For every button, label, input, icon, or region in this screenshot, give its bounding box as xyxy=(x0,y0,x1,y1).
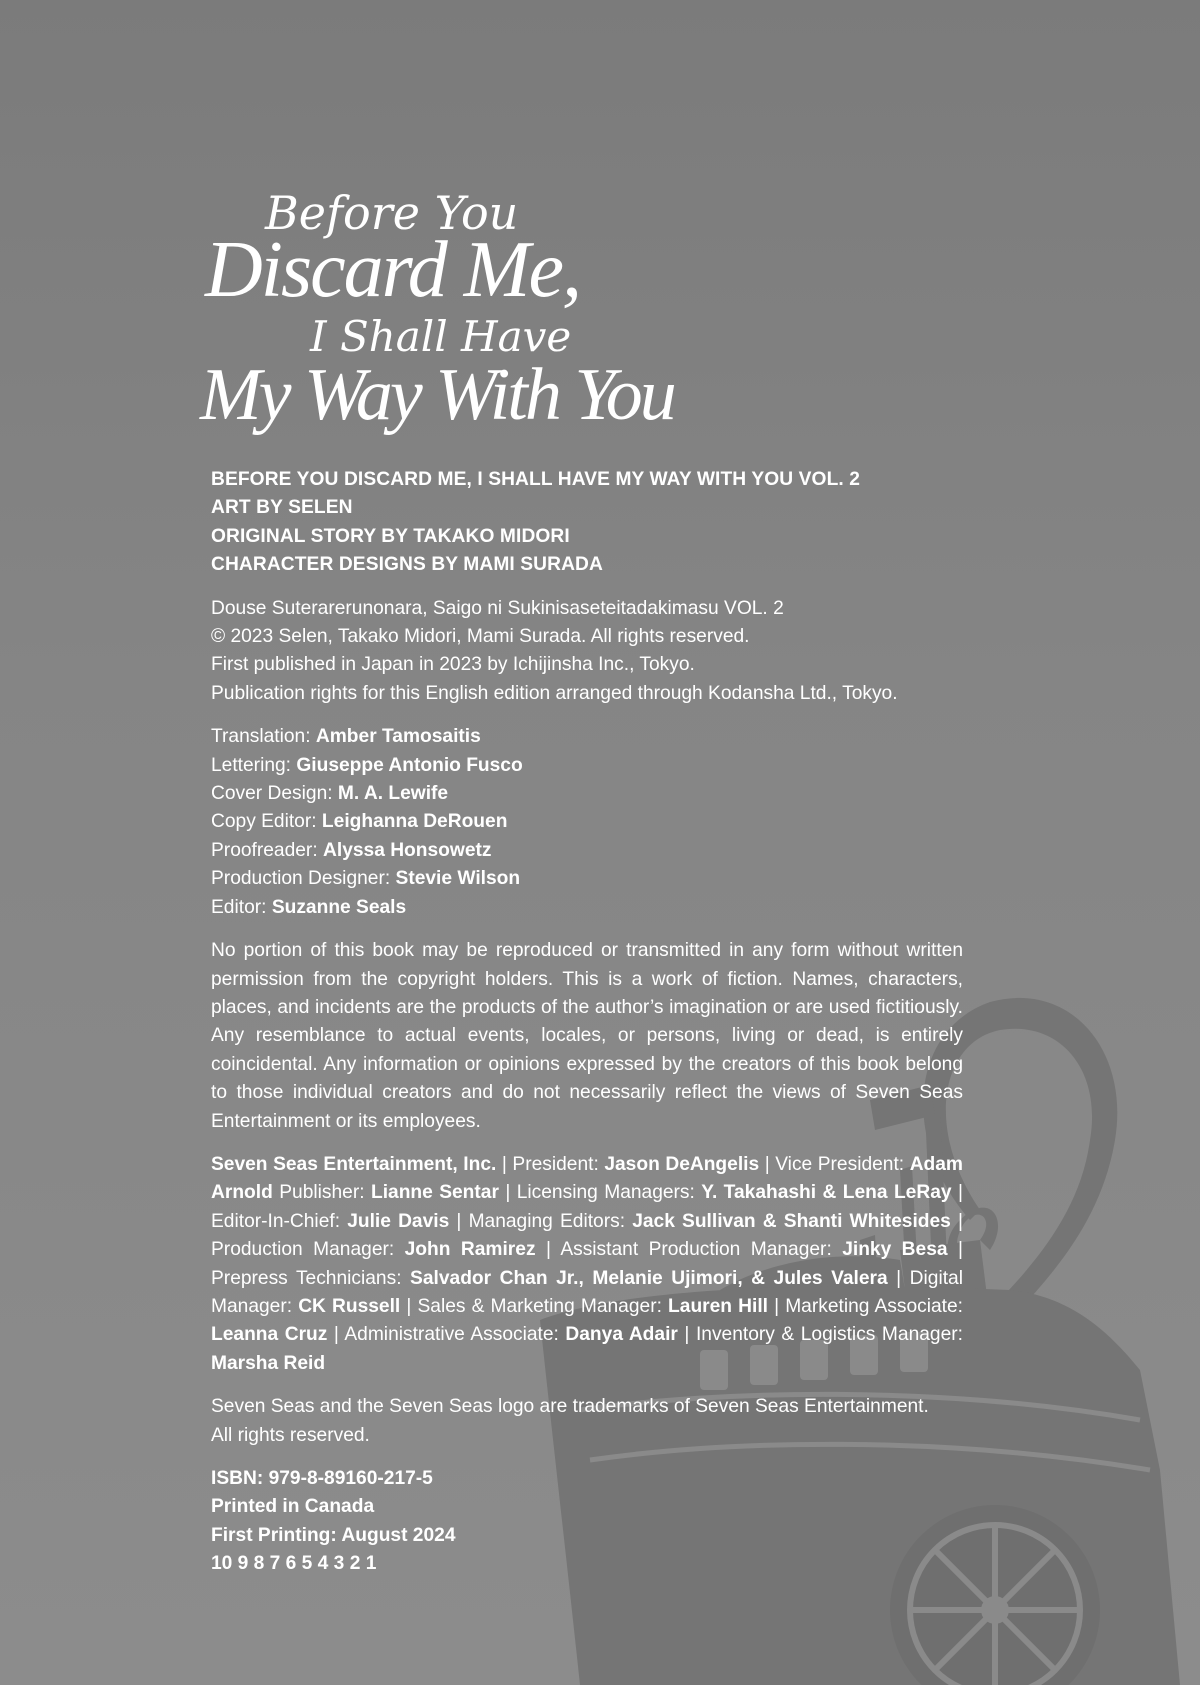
first-published-line: First published in Japan in 2023 by Ichijinsha Inc., Tokyo. xyxy=(211,654,695,676)
logo-line-3: I Shall Have xyxy=(310,312,572,361)
character-design-line: CHARACTER DESIGNS BY MAMI SURADA xyxy=(211,554,603,576)
credit-production-designer: Production Designer: Stevie Wilson xyxy=(211,868,521,890)
original-publication xyxy=(211,595,963,709)
logo-line-2: Discard Me, xyxy=(205,226,580,314)
credit-cover-design: Cover Design: M. A. Lewife xyxy=(211,783,449,805)
credit-lettering: Lettering: Giuseppe Antonio Fusco xyxy=(211,754,523,776)
credit-editor: Editor: Suzanne Seals xyxy=(211,896,407,918)
printer-key-line: 10 9 8 7 6 5 4 3 2 1 xyxy=(211,1553,377,1575)
logo-line-1: Before You xyxy=(265,186,519,240)
legal-notice: No portion of this book may be reproduced or transmitted in any form without written permission from the copyright holders. This is a work of fiction. Names, characters, places, and incidents are the products of the author’s imagination or are used fictitiously. Any resemblance to actual events, locales, or persons, living or dead, is entirely coincidental. Any information or opinions expressed by the creators of this book belong to those individual creators and do not necessarily reflect the views of Seven Seas Entertainment or its employees. xyxy=(211,940,963,1132)
story-credit-line: ORIGINAL STORY BY TAKAKO MIDORI xyxy=(211,525,570,547)
publication-rights-line: Publication rights for this English edition arranged through Kodansha Ltd., Tokyo. xyxy=(211,682,898,704)
title-block xyxy=(211,466,963,580)
title-logo xyxy=(200,186,765,450)
printed-in-line: Printed in Canada xyxy=(211,1496,375,1518)
copyright-content xyxy=(211,466,963,1579)
credits-list xyxy=(211,723,963,922)
logo-line-4: My Way With You xyxy=(200,354,674,436)
credit-copy-editor: Copy Editor: Leighanna DeRouen xyxy=(211,811,508,833)
original-title: Douse Suterarerunonara, Saigo ni Sukinisaseteitadakimasu VOL. 2 xyxy=(211,597,784,619)
isbn-line: ISBN: 979-8-89160-217-5 xyxy=(211,1468,433,1489)
copyright-line: © 2023 Selen, Takako Midori, Mami Surada. All rights reserved. xyxy=(211,626,750,648)
credit-proofreader: Proofreader: Alyssa Honsowetz xyxy=(211,839,492,861)
art-credit-line: ART BY SELEN xyxy=(211,497,353,519)
company-staff: Seven Seas Entertainment, Inc. | President: Jason DeAngelis | Vice President: Adam Arnold Publisher: Lianne Sentar | Licensing Managers: Y. Takahashi & Lena LeRay | Editor-In-Chief: Julie Davis | Managing Editors: Jack Sullivan & Shanti Whitesides | Production Manager: John Ramirez | Assistant Production Manager: Jinky Besa | Prepress Technicians: Salvador Chan Jr., Melanie Ujimori, & Jules Valera | Digital Manager: CK Russell | Sales & Marketing Manager: Lauren Hill | Marketing Associate: Leanna Cruz | Administrative Associate: Danya Adair | Inventory & Logistics Manager: Marsha Reid xyxy=(211,1153,964,1374)
first-printing-line: First Printing: August 2024 xyxy=(211,1524,456,1546)
trademark-notice xyxy=(211,1393,963,1450)
credit-translation: Translation: Amber Tamosaitis xyxy=(211,726,481,748)
printing-info xyxy=(211,1465,963,1579)
rights-line: All rights reserved. xyxy=(211,1424,370,1446)
book-title-line: BEFORE YOU DISCARD ME, I SHALL HAVE MY WAY WITH YOU VOL. 2 xyxy=(211,469,861,490)
trademark-line: Seven Seas and the Seven Seas logo are trademarks of Seven Seas Entertainment. xyxy=(211,1396,929,1418)
